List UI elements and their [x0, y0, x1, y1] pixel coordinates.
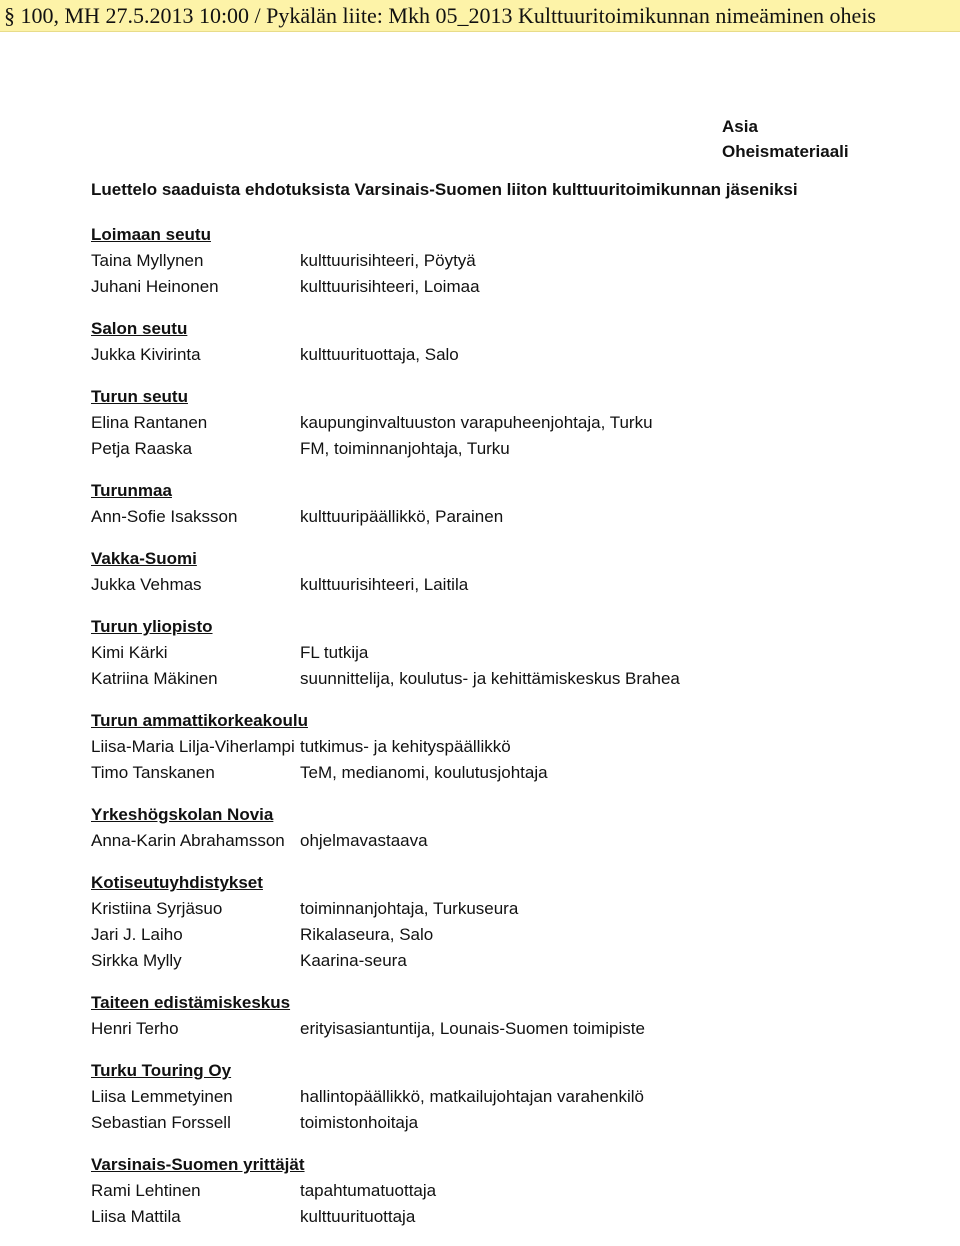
member-role: FM, toiminnanjohtaja, Turku: [300, 439, 510, 458]
member-row: [91, 734, 951, 760]
member-name: Ann-Sofie Isaksson: [91, 507, 238, 526]
member-name: Kimi Kärki: [91, 643, 168, 662]
group-title: Taiteen edistämiskeskus: [91, 993, 291, 1012]
member-name: Jukka Vehmas: [91, 575, 202, 594]
nominee-group: [91, 708, 951, 786]
group-title: Turun yliopisto: [91, 617, 213, 636]
member-name: Sirkka Mylly: [91, 951, 182, 970]
nominee-group: [91, 1058, 951, 1136]
member-name: Elina Rantanen: [91, 413, 208, 432]
group-title: Turku Touring Oy: [91, 1061, 232, 1080]
nominee-group: [91, 614, 951, 692]
group-title: Kotiseutuyhdistykset: [91, 873, 263, 892]
member-row: [91, 1110, 951, 1136]
member-row: [91, 948, 951, 974]
member-name: Liisa Lemmetyinen: [91, 1087, 233, 1106]
member-name: Taina Myllynen: [91, 251, 204, 270]
member-role: TeM, medianomi, koulutusjohtaja: [300, 763, 548, 782]
member-row: [91, 760, 951, 786]
member-role: tutkimus- ja kehityspäällikkö: [300, 737, 511, 756]
member-row: [91, 248, 951, 274]
member-role: FL tutkija: [300, 643, 369, 662]
group-title: Yrkeshögskolan Novia: [91, 805, 274, 824]
meta-asia-label: Asia: [722, 117, 758, 136]
nominee-group: [91, 990, 951, 1042]
member-name: Liisa Mattila: [91, 1207, 181, 1226]
nominee-group: [91, 802, 951, 854]
group-title: Turun ammattikorkeakoulu: [91, 711, 308, 730]
member-role: toiminnanjohtaja, Turkuseura: [300, 899, 519, 918]
group-title: Turunmaa: [91, 481, 172, 500]
member-name: Jukka Kivirinta: [91, 345, 201, 364]
nominee-group: [91, 384, 951, 462]
member-name: Petja Raaska: [91, 439, 193, 458]
nominee-group: [91, 546, 951, 598]
member-row: [91, 896, 951, 922]
member-role: tapahtumatuottaja: [300, 1181, 437, 1200]
member-row: [91, 572, 951, 598]
member-role: suunnittelija, koulutus- ja kehittämiskeskus Brahea: [300, 669, 680, 688]
member-row: [91, 436, 951, 462]
nominee-group: [91, 222, 951, 300]
member-row: [91, 1016, 951, 1042]
member-role: ohjelmavastaava: [300, 831, 428, 850]
member-row: [91, 504, 951, 530]
group-title: Varsinais-Suomen yrittäjät: [91, 1155, 305, 1174]
member-name: Liisa-Maria Lilja-Viherlampi: [91, 737, 295, 756]
member-row: [91, 1178, 951, 1204]
member-role: kulttuurituottaja: [300, 1207, 416, 1226]
group-title: Turun seutu: [91, 387, 188, 406]
document-meta: [722, 114, 849, 164]
member-role: Kaarina-seura: [300, 951, 407, 970]
member-name: Rami Lehtinen: [91, 1181, 201, 1200]
member-role: kulttuuripäällikkö, Parainen: [300, 507, 504, 526]
nominee-list: [91, 222, 951, 1246]
group-title: Loimaan seutu: [91, 225, 211, 244]
member-name: Juhani Heinonen: [91, 277, 219, 296]
member-row: [91, 274, 951, 300]
member-role: kulttuurisihteeri, Laitila: [300, 575, 469, 594]
member-role: kulttuurituottaja, Salo: [300, 345, 459, 364]
meta-oheismateriaali-label: Oheismateriaali: [722, 142, 849, 161]
member-name: Anna-Karin Abrahamsson: [91, 831, 285, 850]
member-name: Henri Terho: [91, 1019, 179, 1038]
member-name: Kristiina Syrjäsuo: [91, 899, 223, 918]
member-role: toimistonhoitaja: [300, 1113, 419, 1132]
member-name: Timo Tanskanen: [91, 763, 215, 782]
member-name: Jari J. Laiho: [91, 925, 183, 944]
member-row: [91, 828, 951, 854]
member-row: [91, 640, 951, 666]
nominee-group: [91, 478, 951, 530]
member-name: Katriina Mäkinen: [91, 669, 218, 688]
member-role: hallintopäällikkö, matkailujohtajan varahenkilö: [300, 1087, 644, 1106]
member-role: Rikalaseura, Salo: [300, 925, 434, 944]
group-title: Salon seutu: [91, 319, 188, 338]
member-role: kaupunginvaltuuston varapuheenjohtaja, Turku: [300, 413, 653, 432]
member-row: [91, 1084, 951, 1110]
member-row: [91, 922, 951, 948]
nominee-group: [91, 870, 951, 974]
member-row: [91, 342, 951, 368]
nominee-group: [91, 1152, 951, 1230]
document-title: Luettelo saaduista ehdotuksista Varsinais-Suomen liiton kulttuuritoimikunnan jäseniksi: [91, 180, 798, 199]
member-name: Sebastian Forssell: [91, 1113, 231, 1132]
member-row: [91, 666, 951, 692]
document-header-bar: [0, 0, 960, 32]
nominee-group: [91, 316, 951, 368]
member-row: [91, 410, 951, 436]
member-role: kulttuurisihteeri, Loimaa: [300, 277, 480, 296]
member-row: [91, 1204, 951, 1230]
member-role: erityisasiantuntija, Lounais-Suomen toimipiste: [300, 1019, 645, 1038]
document-header-text: § 100, MH 27.5.2013 10:00 / Pykälän liite: Mkh 05_2013 Kulttuuritoimikunnan nimeäminen oheis: [4, 3, 876, 28]
member-role: kulttuurisihteeri, Pöytyä: [300, 251, 476, 270]
group-title: Vakka-Suomi: [91, 549, 197, 568]
